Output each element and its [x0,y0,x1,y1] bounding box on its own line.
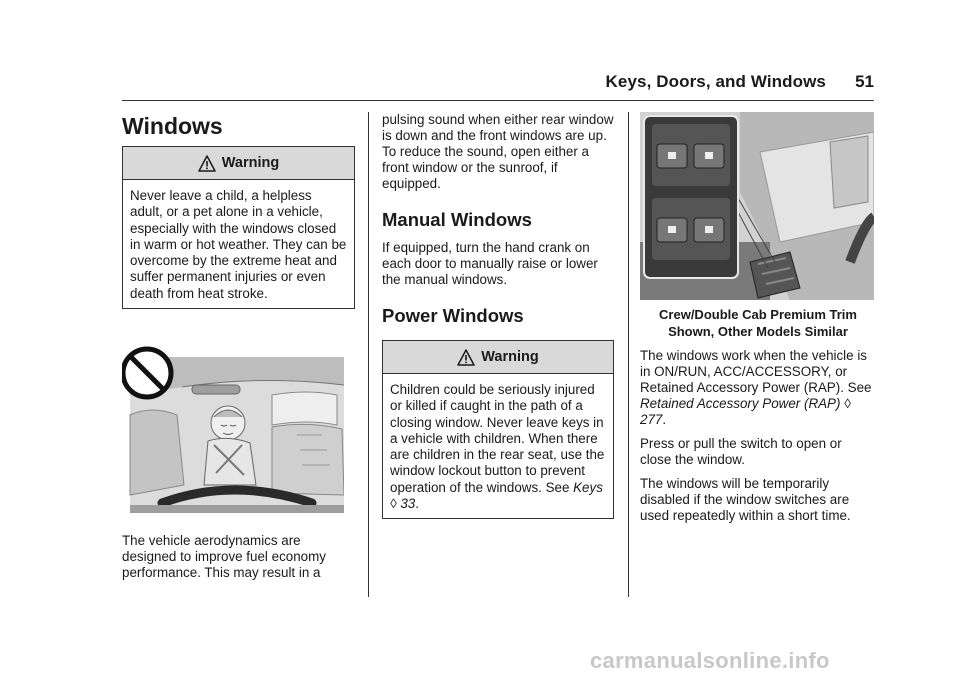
aerodynamics-text: The vehicle aerodynamics are designed to improve fuel economy performance. This may result in a [122,533,326,581]
column-2 [382,112,614,519]
warning-text: Never leave a child, a helpless adult, or a pet alone in a vehicle, especially with the windows closed in warm or hot weather. They can be overcome by the extreme heat and suffer permanent injuries or even death from heat stroke. [130,188,347,301]
page-number: 51 [855,72,874,91]
warning-box-child [122,146,355,309]
warning-label: Warning [481,349,539,365]
disabled-text: The windows will be temporarily disabled if the window switches are used repeatedly within a short time. [640,476,851,523]
warning-triangle-icon [198,155,216,172]
photo-caption-line1: Crew/Double Cab Premium Trim [659,307,857,322]
warning-box-window [382,340,614,519]
keys-link[interactable]: Keys [573,479,603,495]
watermark: carmanualsonline.info [590,648,830,673]
column-3 [640,112,876,524]
warning-header [123,147,354,180]
page-header [122,70,874,101]
warning-label: Warning [221,155,280,171]
ignition-text: The windows work when the vehicle is in ON/RUN, ACC/ACCESSORY, or Retained Accessory Power (RAP). See Retained Accessory Power (RAP) ◊ 277. [640,348,872,427]
manual-windows-text: If equipped, turn the hand crank on each door to manually raise or lower the manual windows. [382,240,598,287]
column-rule [628,112,629,597]
switch-text: Press or pull the switch to open or close the window. [640,436,842,467]
photo-caption-line2: Shown, Other Models Similar [668,324,848,339]
section-title: Keys, Doors, and Windows [605,72,826,91]
window-switch-photo [640,112,874,300]
column-rule [368,112,369,597]
warning-text: Children could be seriously injured or killed if caught in the path of a closing window. Never leave keys in a vehicle with children. When there are children in the rear seat, use the window lockout button to prevent operation of the windows. See Keys ◊ 33. [390,382,605,512]
rap-page-ref[interactable]: 277 [640,412,663,427]
child-in-car-illustration [122,345,344,513]
pulsing-sound-text: pulsing sound when either rear window is down and the front windows are up. To reduce the sound, open either a front window or the sunroof, if equipped. [382,112,614,191]
warning-header [383,341,613,374]
column-1 [122,112,355,581]
windows-heading: Windows [122,113,223,139]
manual-windows-heading: Manual Windows [382,209,532,230]
warning-triangle-icon [457,349,475,366]
keys-page-ref[interactable]: 33 [400,496,416,512]
power-windows-heading: Power Windows [382,305,524,326]
rap-link[interactable]: Retained Accessory Power (RAP) [640,396,841,411]
